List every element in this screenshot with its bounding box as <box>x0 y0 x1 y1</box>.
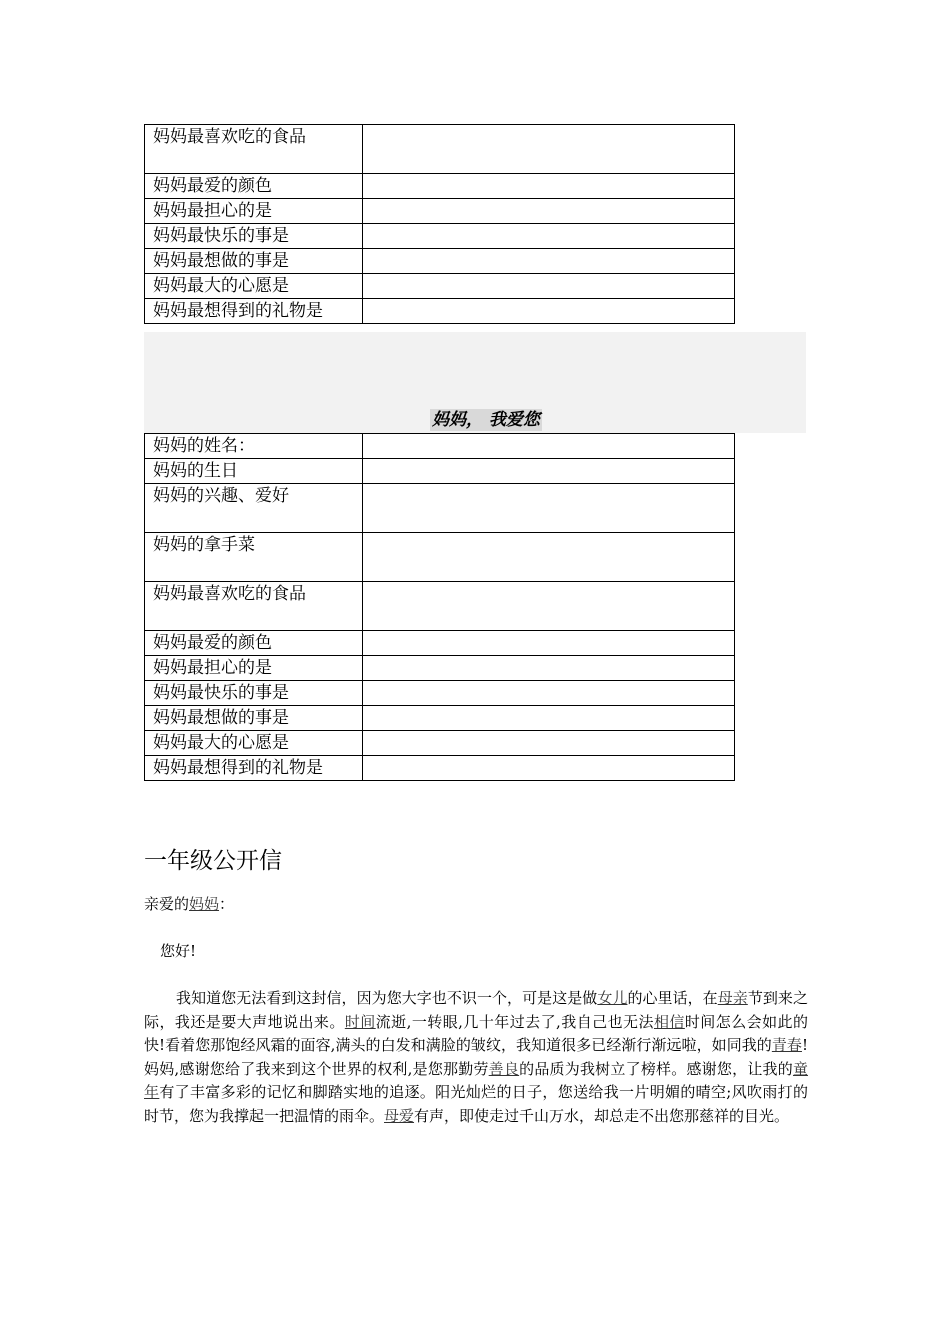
body-text-segment: 我知道您无法看到这封信，因为您大字也不识一个，可是这是做 <box>176 989 598 1007</box>
row-label: 妈妈的生日 <box>145 459 363 484</box>
row-label: 妈妈最担心的是 <box>145 656 363 681</box>
row-value-field[interactable] <box>363 434 735 459</box>
letter-body <box>144 987 808 1128</box>
row-value-field[interactable] <box>363 299 735 324</box>
row-label: 妈妈最大的心愿是 <box>145 274 363 299</box>
table-row <box>145 199 735 224</box>
table-row <box>145 756 735 781</box>
body-text-segment: 节到来之际，我还是要大声地说出来。 <box>144 989 808 1031</box>
inline-link[interactable]: 善良 <box>488 1059 520 1078</box>
row-value-field[interactable] <box>363 533 735 582</box>
table-row <box>145 125 735 174</box>
row-value-field[interactable] <box>363 706 735 731</box>
row-value-field[interactable] <box>363 174 735 199</box>
table-row <box>145 656 735 681</box>
row-value-field[interactable] <box>363 274 735 299</box>
salutation-link-mama[interactable]: 妈妈 <box>189 895 220 913</box>
row-label: 妈妈最快乐的事是 <box>145 224 363 249</box>
inline-link[interactable]: 相信 <box>653 1012 685 1031</box>
row-label: 妈妈最想得到的礼物是 <box>145 756 363 781</box>
row-value-field[interactable] <box>363 582 735 631</box>
row-value-field[interactable] <box>363 731 735 756</box>
row-label: 妈妈最想做的事是 <box>145 706 363 731</box>
table-row <box>145 731 735 756</box>
row-value-field[interactable] <box>363 656 735 681</box>
mother-info-table-2 <box>144 433 735 781</box>
mother-info-table-1 <box>144 124 735 324</box>
row-label: 妈妈最大的心愿是 <box>145 731 363 756</box>
letter-salutation <box>144 893 234 914</box>
inline-link[interactable]: 母亲 <box>717 989 748 1007</box>
table-row <box>145 224 735 249</box>
table-row <box>145 631 735 656</box>
row-label: 妈妈的姓名： <box>145 434 363 459</box>
table-row <box>145 274 735 299</box>
row-value-field[interactable] <box>363 631 735 656</box>
row-label: 妈妈最担心的是 <box>145 199 363 224</box>
row-label: 妈妈的拿手菜 <box>145 533 363 582</box>
table-row <box>145 249 735 274</box>
body-text-segment: 时间怎么会如此的快!看着您那饱经风霜的面容,满头的白发和满脸的皱纹，我知道很多已经渐行渐远啦，如同我的 <box>144 1012 808 1054</box>
row-value-field[interactable] <box>363 459 735 484</box>
inline-link[interactable]: 童年 <box>144 1059 808 1101</box>
body-text-segment: 流逝,一转眼,几十年过去了,我自己也无法 <box>375 1012 654 1031</box>
salutation-prefix: 亲爱的 <box>144 895 190 913</box>
table-row <box>145 484 735 533</box>
row-label: 妈妈的兴趣、爱好 <box>145 484 363 533</box>
letter-greeting: 您好! <box>160 942 197 960</box>
salutation-suffix: ： <box>219 895 235 913</box>
table-row <box>145 174 735 199</box>
row-value-field[interactable] <box>363 249 735 274</box>
table-row <box>145 459 735 484</box>
inline-link[interactable]: 时间 <box>344 1012 376 1031</box>
table-row <box>145 434 735 459</box>
inline-link[interactable]: 母爱 <box>384 1106 415 1125</box>
row-label: 妈妈最想做的事是 <box>145 249 363 274</box>
row-value-field[interactable] <box>363 125 735 174</box>
table-row <box>145 706 735 731</box>
body-text-segment: 的品质为我树立了榜样。感谢您，让我的 <box>519 1059 793 1078</box>
row-value-field[interactable] <box>363 199 735 224</box>
row-label: 妈妈最想得到的礼物是 <box>145 299 363 324</box>
body-text-segment: 的心里话，在 <box>627 989 718 1007</box>
inline-link[interactable]: 青春 <box>771 1036 802 1054</box>
table-row <box>145 681 735 706</box>
row-label: 妈妈最喜欢吃的食品 <box>145 125 363 174</box>
row-value-field[interactable] <box>363 484 735 533</box>
table-row <box>145 299 735 324</box>
row-value-field[interactable] <box>363 224 735 249</box>
inline-link[interactable]: 女儿 <box>597 989 628 1007</box>
row-label: 妈妈最快乐的事是 <box>145 681 363 706</box>
row-value-field[interactable] <box>363 756 735 781</box>
row-label: 妈妈最爱的颜色 <box>145 631 363 656</box>
row-value-field[interactable] <box>363 681 735 706</box>
row-label: 妈妈最爱的颜色 <box>145 174 363 199</box>
body-text-segment: 有声，即使走过千山万水，却总走不出您那慈祥的目光。 <box>414 1106 790 1125</box>
body-text-segment: !妈妈,感谢您给了我来到这个世界的权利,是您那勤劳 <box>144 1036 808 1078</box>
row-label: 妈妈最喜欢吃的食品 <box>145 582 363 631</box>
table-row <box>145 533 735 582</box>
table-row <box>145 582 735 631</box>
body-text-segment: 有了丰富多彩的记忆和脚踏实地的追逐。阳光灿烂的日子，您送给我一片明媚的晴空;风吹雨打的时节，您为我撑起一把温情的雨伞。 <box>144 1083 808 1125</box>
letter-heading: 一年级公开信 <box>144 848 282 874</box>
banner-title: 妈妈， 我爱您 <box>432 410 540 430</box>
